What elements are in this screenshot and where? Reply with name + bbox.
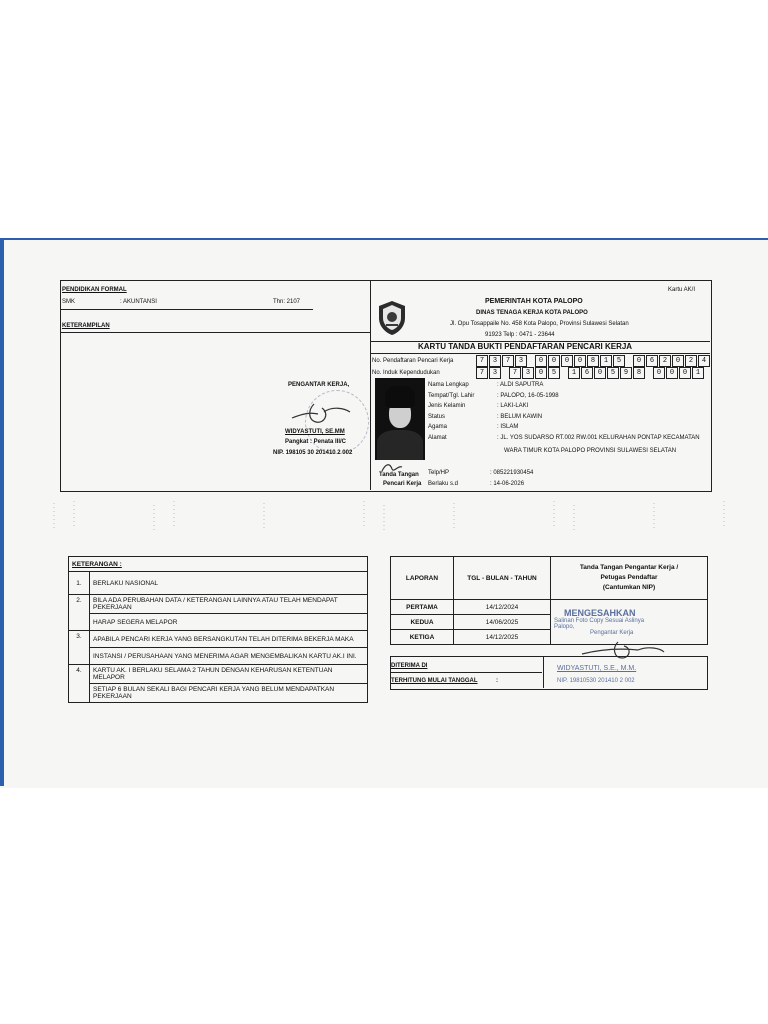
digit-box: 1 bbox=[692, 367, 704, 379]
validation-stamp-cell bbox=[551, 600, 708, 645]
table-row bbox=[69, 684, 368, 703]
laporan-row-date: 14/06/2025 bbox=[454, 615, 551, 630]
kartu-code: Kartu AK/I bbox=[668, 287, 696, 293]
digit-box: 6 bbox=[646, 355, 658, 367]
stamp-pengantar-text: Pengantar Kerja bbox=[590, 630, 634, 636]
officer-signature bbox=[288, 400, 358, 426]
pencari-kerja-label: Pencari Kerja bbox=[383, 481, 422, 487]
scan-edge bbox=[0, 240, 4, 786]
rule bbox=[390, 672, 542, 673]
keterangan-text: APABILA PENCARI KERJA YANG BERSANGKUTAN TELAH DITERIMA BEKERJA MAKA bbox=[90, 631, 368, 648]
field-label: Agama bbox=[428, 424, 448, 431]
digit-gap bbox=[626, 355, 632, 365]
laporan-row-label: PERTAMA bbox=[391, 600, 454, 615]
digit-box: 3 bbox=[489, 367, 501, 379]
digit-box: 0 bbox=[633, 355, 645, 367]
diterima-label: DITERIMA DI bbox=[391, 663, 428, 669]
table-row bbox=[69, 665, 368, 684]
pendidikan-level: SMK bbox=[62, 299, 76, 305]
digit-box: 0 bbox=[672, 355, 684, 367]
digit-box: 0 bbox=[594, 367, 606, 379]
digit-box: 5 bbox=[613, 355, 625, 367]
terhitung-label: TERHITUNG MULAI TANGGAL bbox=[391, 678, 478, 684]
digit-box: 3 bbox=[489, 355, 501, 367]
digit-box: 0 bbox=[535, 355, 547, 367]
tanda-tangan-label: Tanda Tangan bbox=[379, 472, 419, 478]
gov-phone: 91923 Telp : 0471 - 23644 bbox=[485, 332, 555, 338]
col-ttd bbox=[551, 557, 708, 600]
rule bbox=[61, 332, 370, 333]
field-label: Status bbox=[428, 413, 446, 420]
field-label: Nama Lengkap bbox=[428, 382, 469, 388]
gov-address: Jl. Opu Tosappaile No. 458 Kota Palopo, Provinsi Sulawesi Selatan bbox=[450, 321, 629, 327]
alamat-line2: WARA TIMUR KOTA PALOPO PROVINSI SULAWESI SELATAN bbox=[504, 448, 677, 454]
col-laporan: LAPORAN bbox=[391, 557, 454, 600]
table-row bbox=[69, 648, 368, 665]
field-value: : ALDI SAPUTRA bbox=[497, 382, 544, 388]
terhitung-colon: : bbox=[496, 678, 498, 684]
keterangan-header: KETERANGAN : bbox=[69, 557, 368, 572]
table-row bbox=[391, 557, 708, 600]
digit-box: 7 bbox=[509, 367, 521, 379]
laporan-row-label: KEDUA bbox=[391, 615, 454, 630]
no-pendaftaran-label: No. Pendaftaran Pencari Kerja bbox=[372, 358, 454, 364]
col-ttd-line3: (Cantumkan NIP) bbox=[602, 584, 656, 591]
field-value: : BELUM KAWIN bbox=[497, 413, 543, 420]
table-row bbox=[391, 600, 708, 615]
keterangan-text: SETIAP 6 BULAN SEKALI BAGI PENCARI KERJA YANG BELUM MENDAPATKAN PEKERJAAN bbox=[90, 684, 368, 703]
pendidikan-jurusan: : AKUNTANSI bbox=[120, 299, 157, 305]
keterangan-text: HARAP SEGERA MELAPOR bbox=[90, 614, 368, 631]
laporan-table bbox=[390, 556, 708, 645]
col-ttd-line1: Tanda Tangan Pengantar Kerja / bbox=[579, 564, 679, 571]
field-value: : ISLAM bbox=[497, 424, 519, 431]
table-row bbox=[69, 557, 368, 572]
field-label: Tempat/Tgl. Lahir bbox=[428, 392, 475, 399]
digit-box: 4 bbox=[698, 355, 710, 367]
berlaku-label: Berlaku s.d bbox=[428, 481, 459, 487]
table-row bbox=[69, 631, 368, 648]
digit-box: 0 bbox=[574, 355, 586, 367]
col-ttd-line2: Petugas Pendaftar bbox=[600, 574, 658, 581]
table-row bbox=[69, 572, 368, 595]
digit-box: 0 bbox=[561, 355, 573, 367]
officer-rank: Pangkat : Penata III/C bbox=[285, 439, 347, 445]
nik-boxes bbox=[476, 367, 705, 379]
digit-gap bbox=[502, 367, 508, 377]
table-row bbox=[69, 614, 368, 631]
col-tgl: TGL - BULAN - TAHUN bbox=[454, 557, 551, 600]
keterangan-text: KARTU AK. I BERLAKU SELAMA 2 TAHUN DENGAN KEHARUSAN KETENTUAN MELAPOR bbox=[90, 665, 368, 684]
digit-box: 0 bbox=[679, 367, 691, 379]
officer-nip: NIP. 198105 30 201410 2 002 bbox=[273, 450, 353, 456]
item-number: 4. bbox=[69, 665, 90, 703]
keterampilan-header: KETERAMPILAN bbox=[62, 323, 110, 329]
digit-box: 1 bbox=[600, 355, 612, 367]
digit-box: 0 bbox=[548, 355, 560, 367]
field-value: : JL. YOS SUDARSO RT.002 RW.001 KELURAHAN PONTAP KECAMATAN bbox=[497, 435, 700, 441]
nik-label: No. Induk Kependudukan bbox=[372, 370, 440, 376]
table-row bbox=[69, 595, 368, 614]
no-pendaftaran-boxes bbox=[476, 355, 711, 367]
digit-box: 5 bbox=[607, 367, 619, 379]
digit-gap bbox=[646, 367, 652, 377]
digit-box: 3 bbox=[515, 355, 527, 367]
keterangan-text: INSTANSI / PERUSAHAAN YANG MENERIMA AGAR MENGEMBALIKAN KARTU AK.I INI. bbox=[90, 648, 368, 665]
rule bbox=[61, 309, 313, 310]
applicant-photo bbox=[375, 378, 425, 460]
digit-gap bbox=[528, 355, 534, 365]
officer-name: WIDYASTUTI, SE.MM bbox=[285, 429, 345, 435]
pendidikan-tahun: Thn: 2107 bbox=[273, 299, 301, 305]
digit-box: 0 bbox=[666, 367, 678, 379]
digit-box: 7 bbox=[502, 355, 514, 367]
field-value: : LAKI-LAKI bbox=[497, 403, 529, 410]
digit-box: 5 bbox=[548, 367, 560, 379]
digit-box: 8 bbox=[587, 355, 599, 367]
card-divider bbox=[370, 280, 371, 490]
palopo-text: Palopo, bbox=[554, 624, 575, 630]
gov-title: PEMERINTAH KOTA PALOPO bbox=[485, 298, 583, 305]
mengesahkan-text: MENGESAHKAN bbox=[564, 608, 636, 618]
salinan-text: Salinan Foto Copy Sesuai Aslinya bbox=[554, 618, 645, 624]
telp-label: Telp/HP bbox=[428, 470, 450, 476]
digit-box: 3 bbox=[522, 367, 534, 379]
digit-box: 2 bbox=[659, 355, 671, 367]
laporan-row-date: 14/12/2025 bbox=[454, 630, 551, 645]
digit-box: 0 bbox=[535, 367, 547, 379]
digit-box: 7 bbox=[476, 355, 488, 367]
bleed-through-marks bbox=[34, 497, 734, 537]
item-number: 2. bbox=[69, 595, 90, 631]
palopo-emblem-icon bbox=[377, 300, 407, 336]
rule bbox=[370, 353, 710, 354]
pendidikan-header: PENDIDIKAN FORMAL bbox=[62, 287, 127, 293]
field-label: Alamat bbox=[428, 435, 447, 441]
digit-box: 9 bbox=[620, 367, 632, 379]
laporan-row-label: KETIGA bbox=[391, 630, 454, 645]
laporan-row-date: 14/12/2024 bbox=[454, 600, 551, 615]
rule bbox=[543, 656, 544, 688]
digit-box: 2 bbox=[685, 355, 697, 367]
digit-box: 0 bbox=[653, 367, 665, 379]
telp-value: : 085221930454 bbox=[490, 470, 534, 476]
keterangan-text: BERLAKU NASIONAL bbox=[90, 572, 368, 595]
item-number: 1. bbox=[69, 572, 90, 595]
keterangan-text: BILA ADA PERUBAHAN DATA / KETERANGAN LAINNYA ATAU TELAH MENDAPAT PEKERJAAN bbox=[90, 595, 368, 614]
stamp-officer-name: WIDYASTUTI, S.E., M.M. bbox=[557, 665, 637, 672]
berlaku-value: : 14-06-2026 bbox=[490, 481, 525, 487]
digit-box: 6 bbox=[581, 367, 593, 379]
pengantar-label: PENGANTAR KERJA, bbox=[288, 382, 350, 388]
field-label: Jenis Kelamin bbox=[428, 403, 466, 410]
stamp-officer-nip: NIP. 19810530 201410 2 002 bbox=[557, 678, 635, 684]
item-number: 3. bbox=[69, 631, 90, 665]
gov-dept: DINAS TENAGA KERJA KOTA PALOPO bbox=[476, 310, 588, 316]
keterangan-table bbox=[68, 556, 368, 703]
field-value: : PALOPO, 16-05-1998 bbox=[497, 392, 559, 399]
digit-box: 7 bbox=[476, 367, 488, 379]
digit-box: 8 bbox=[633, 367, 645, 379]
digit-gap bbox=[561, 367, 567, 377]
card-title: KARTU TANDA BUKTI PENDAFTARAN PENCARI KERJA bbox=[418, 342, 633, 351]
digit-box: 1 bbox=[568, 367, 580, 379]
